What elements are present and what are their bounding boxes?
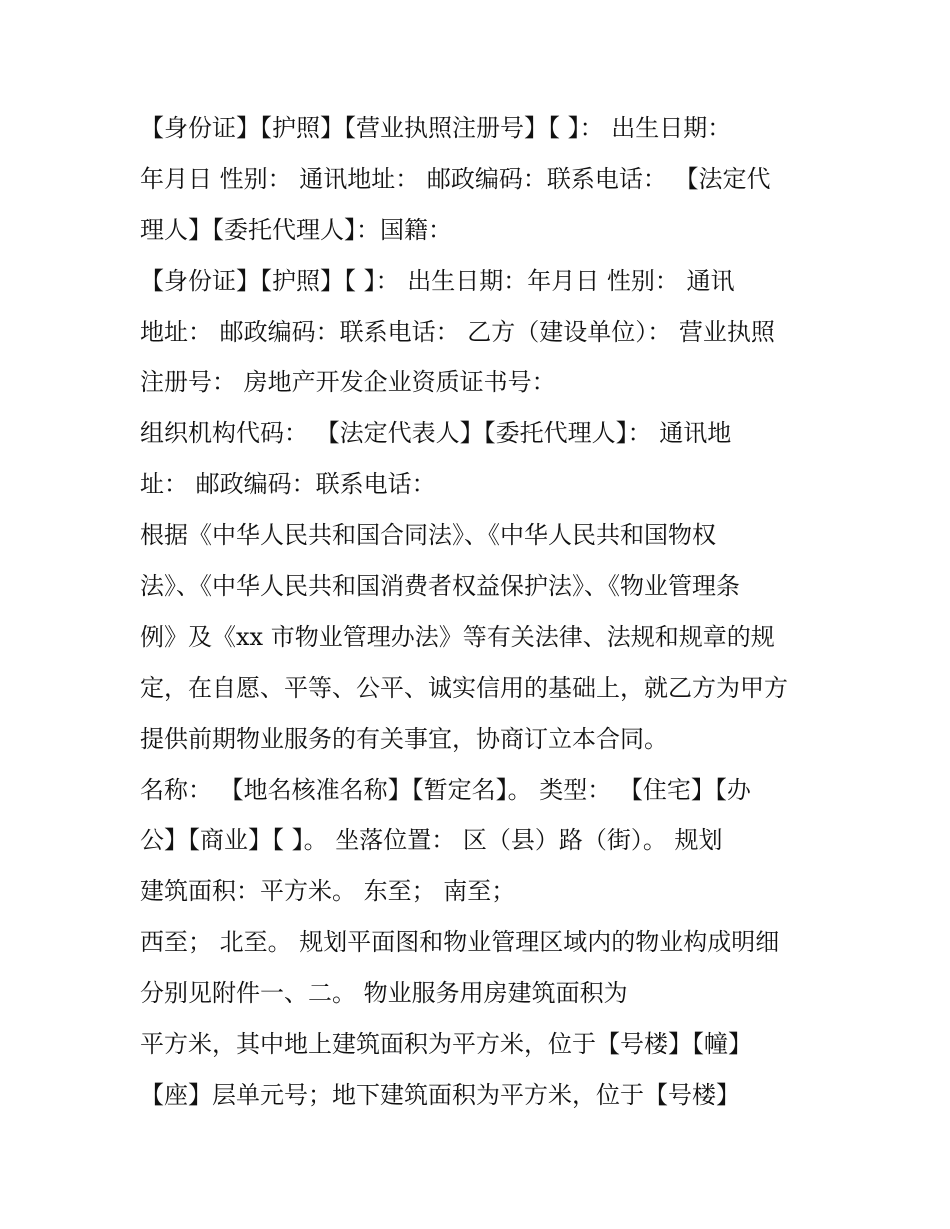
text-line: 分别见附件一、二。 物业服务用房建筑面积为 xyxy=(140,979,628,1008)
text-line: 建筑面积：平方米。 东至； 南至； xyxy=(140,877,516,906)
text-line: 地址： 邮政编码：联系电话： 乙方（建设单位）： 营业执照 xyxy=(140,317,775,346)
text-line: 西至； 北至。 规划平面图和物业管理区域内的物业构成明细 xyxy=(140,928,780,957)
text-line: 【身份证】【护照】【 】： 出生日期：年月日 性别： 通讯 xyxy=(140,266,735,295)
text-line: 法》、《中华人民共和国消费者权益保护法》、《物业管理条 xyxy=(140,572,740,601)
contract-text xyxy=(140,103,820,1121)
text-line: 根据《中华人民共和国合同法》、《中华人民共和国物权 xyxy=(140,521,716,550)
text-line: 定，在自愿、平等、公平、诚实信用的基础上，就乙方为甲方 xyxy=(140,673,788,702)
text-line: 例》及《xx 市物业管理办法》等有关法律、法规和规章的规 xyxy=(140,622,775,651)
text-line: 【座】层单元号；地下建筑面积为平方米，位于【号楼】 xyxy=(140,1080,740,1109)
text-line: 组织机构代码： 【法定代表人】【委托代理人】： 通讯地 xyxy=(140,419,732,448)
text-line: 址： 邮政编码：联系电话： xyxy=(140,470,436,499)
text-line: 注册号： 房地产开发企业资质证书号： xyxy=(140,368,556,397)
text-line: 提供前期物业服务的有关事宜，协商订立本合同。 xyxy=(140,724,668,753)
text-line: 名称： 【地名核准名称】【暂定名】。 类型： 【住宅】【办 xyxy=(140,775,751,804)
text-line: 理人】【委托代理人】：国籍： xyxy=(140,215,452,244)
text-line: 平方米，其中地上建筑面积为平方米，位于【号楼】【幢】 xyxy=(140,1030,752,1059)
text-line: 【身份证】【护照】【营业执照注册号】【 】： 出生日期： xyxy=(140,114,732,142)
text-line: 年月日 性别： 通讯地址： 邮政编码：联系电话： 【法定代 xyxy=(140,164,771,193)
text-line: 公】【商业】【 】。 坐落位置： 区（县）路（街）。 规划 xyxy=(140,826,723,855)
